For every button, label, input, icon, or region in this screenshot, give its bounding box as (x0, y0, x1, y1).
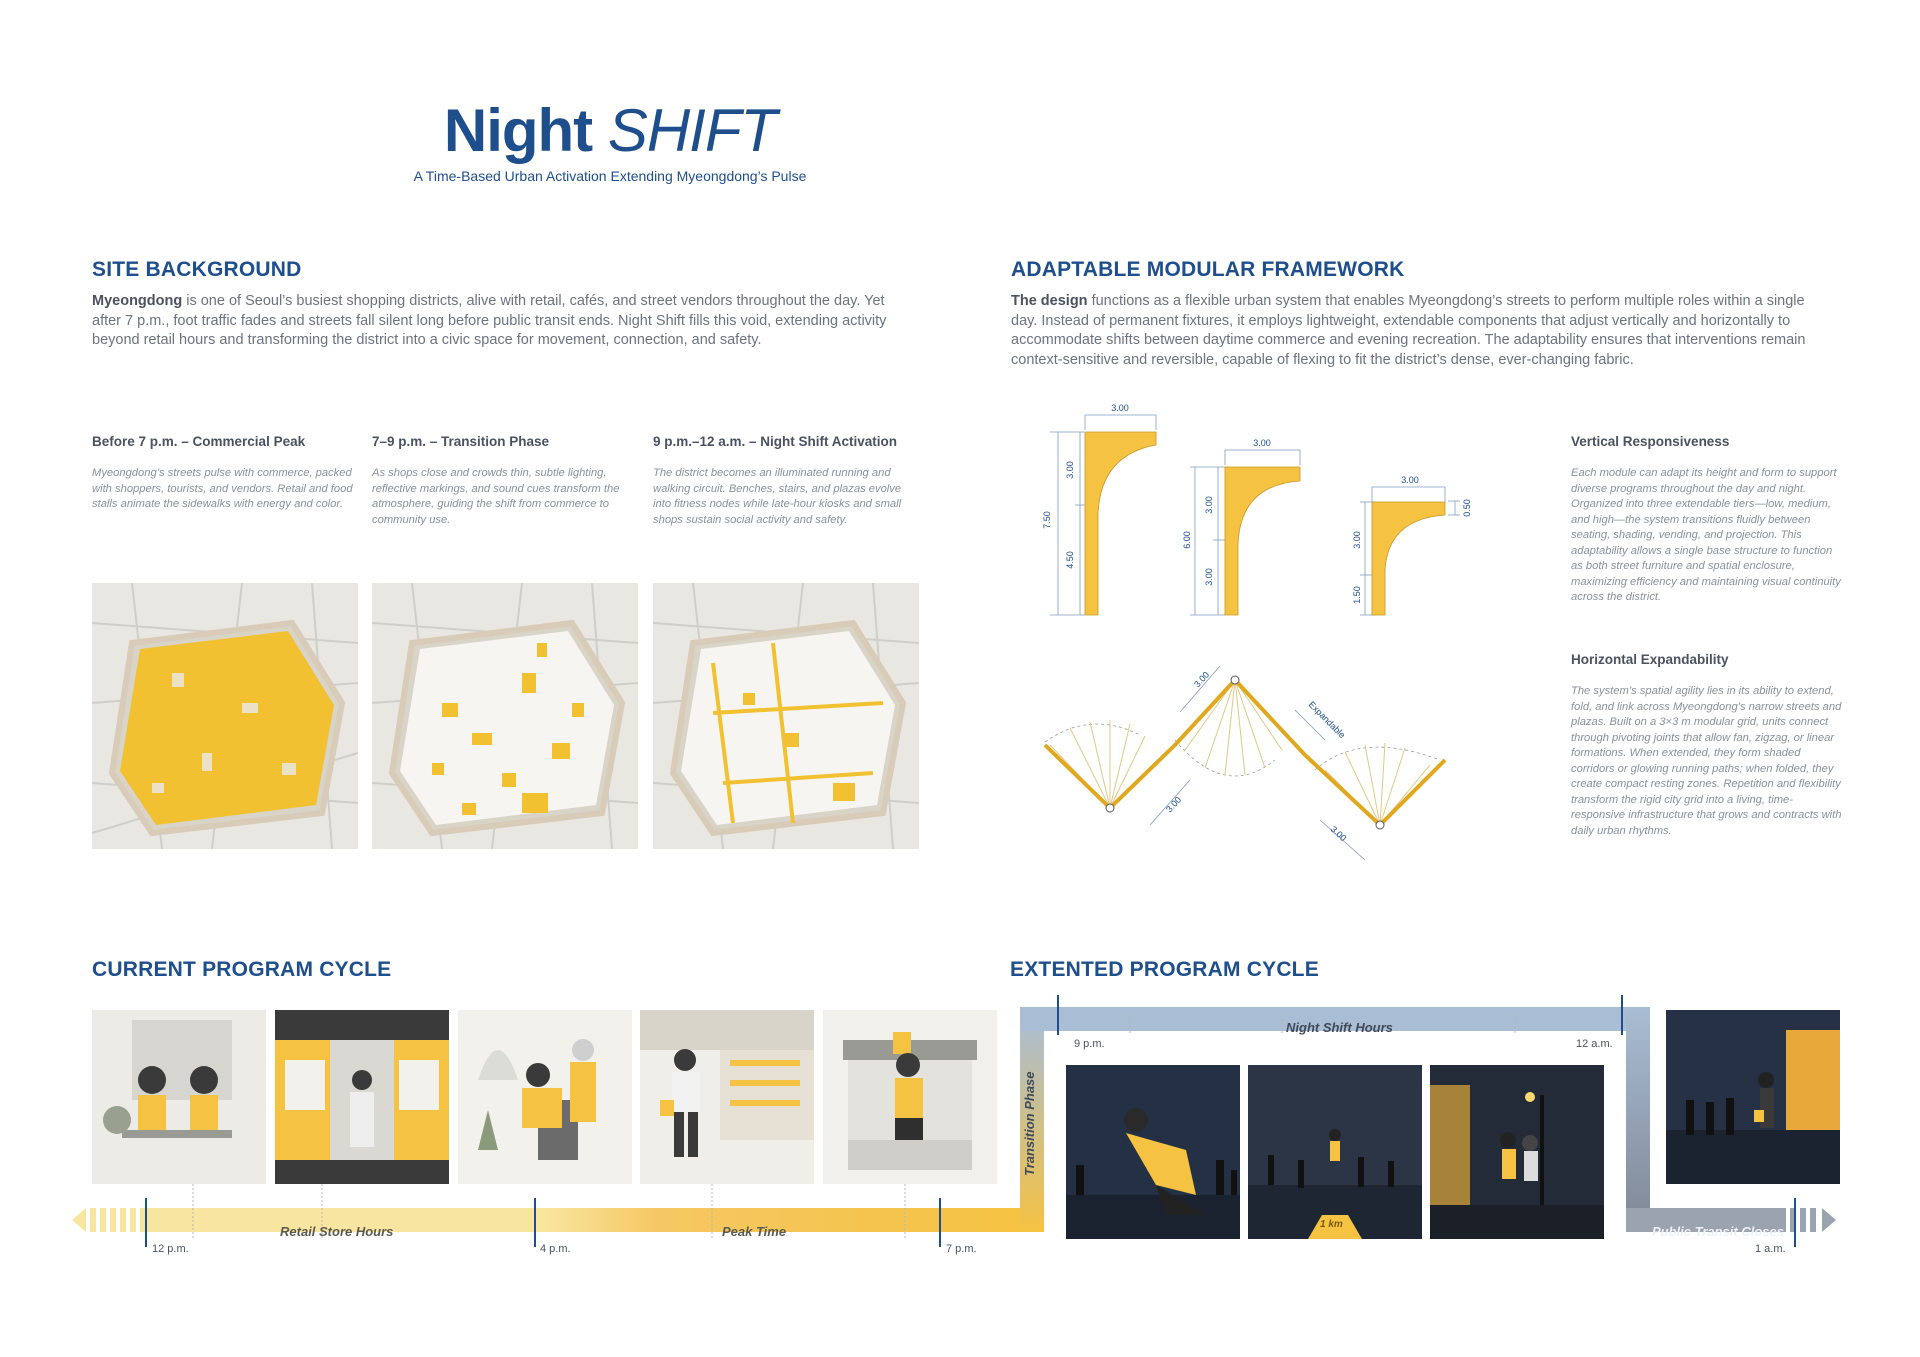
illustration-salon (458, 1010, 632, 1184)
site-background-text (92, 292, 912, 351)
dim-1-top: 3.00 (1111, 403, 1129, 413)
phase-3 (653, 434, 915, 528)
dim-3-lower: 1.50 (1352, 586, 1362, 604)
illustration-bus-stop (1666, 1010, 1840, 1184)
label-night-shift-hours: Night Shift Hours (1286, 1020, 1393, 1035)
fan-dim-b: 3.00 (1164, 794, 1184, 815)
phase-1 (92, 434, 362, 513)
page-subtitle: A Time-Based Urban Activation Extending Myeongdong’s Pulse (413, 168, 807, 184)
dim-1-lower: 4.50 (1065, 551, 1075, 569)
site-background-body: is one of Seoul’s busiest shopping districts, alive with retail, cafés, and street vendors throughout the day. Yet after 7 p.m., foot traffic fades and streets fall silent long before public transit ends. Night Shift fills this void, extending activity beyond retail hours and transforming the district into a civic space for movement, connection, and safety. (92, 293, 887, 348)
label-transition-phase: Transition Phase (1022, 1071, 1037, 1176)
illustration-night-run (1248, 1065, 1422, 1239)
extended-cycle-heading: EXTENTED PROGRAM CYCLE (1010, 958, 1319, 981)
vertical-text: Each module can adapt its height and form to support diverse programs throughout the day and night. Organized into three extendable tiers—low, medium, and high—the system transitions fluidly between seating, shading, vending, and projection. This adaptability allows a single base structure to function as both street furniture and spatial enclosure, maximizing efficiency and maintaining visual continuity across the district. (1571, 467, 1841, 603)
framework-body: functions as a flexible urban system that enables Myeongdong’s streets to perform multiple roles within a single day. Instead of permanent fixtures, it employs lightweight, extendable components that adjust vertically and horizontally to accommodate shifts between daytime commerce and evening recreation. The adaptability ensures that interventions remain context-sensitive and reversible, capable of flexing to fit the district’s dense, ever-changing fabric. (1011, 293, 1806, 368)
illustration-cafe (92, 1010, 266, 1184)
tick-12am: 12 a.m. (1576, 1038, 1613, 1050)
tick-4pm: 4 p.m. (540, 1243, 571, 1255)
tick-12pm: 12 p.m. (152, 1243, 189, 1255)
fan-dim-c: 3.00 (1328, 824, 1349, 844)
framework-text (1011, 292, 1821, 370)
fan-expandable-label: Expandable (1306, 699, 1348, 741)
dim-3-upper: 3.00 (1352, 531, 1362, 549)
dim-2-top: 3.00 (1253, 438, 1271, 448)
label-peak-time: Peak Time (722, 1224, 787, 1239)
illustration-shopping (640, 1010, 814, 1184)
map-transition-phase (372, 583, 638, 849)
phase-1-title: Before 7 p.m. – Commercial Peak (92, 434, 306, 449)
horizontal-title: Horizontal Expandability (1571, 652, 1729, 667)
one-km-marking: 1 km (1320, 1219, 1343, 1230)
horizontal-expansion-diagram (1030, 650, 1480, 865)
phase-2 (372, 434, 642, 528)
framework-lead: The design (1011, 293, 1088, 309)
phase-3-text: The district becomes an illuminated running and walking circuit. Benches, stairs, and plazas evolve into fitness nodes while late-hour kiosks and small shops sustain social activity and safety. (653, 467, 902, 526)
site-background-heading: SITE BACKGROUND (92, 258, 302, 281)
horizontal-text: The system’s spatial agility lies in its ability to extend, fold, and link across Myeongdong’s narrow streets and plazas. Built on a 3×3 m modular grid, units connect through pivoting joints that allow fan, zigzag, or linear formations. When extended, they form shaded corridors or glowing running paths; when folded, they create compact resting zones. Repetition and flexibility transform the rigid city grid into a living, time-responsive infrastructure that grows and contracts with daily urban rhythms. (1571, 685, 1842, 837)
dim-1-total: 7.50 (1042, 511, 1052, 529)
dim-2-upper: 3.00 (1204, 496, 1214, 514)
tick-1am: 1 a.m. (1755, 1243, 1786, 1255)
dim-3-right: 0.50 (1462, 499, 1472, 517)
vertical-title: Vertical Responsiveness (1571, 434, 1730, 449)
fan-dim-a: 3.00 (1192, 669, 1212, 690)
framework-heading: ADAPTABLE MODULAR FRAMEWORK (1011, 258, 1405, 281)
illustration-street-lamp (1430, 1065, 1604, 1239)
phase-2-text: As shops close and crowds thin, subtle lighting, reflective markings, and sound cues transform the atmosphere, guiding the shift from commerce to community use. (372, 467, 620, 526)
illustration-street-vendor (823, 1010, 997, 1184)
title-italic: SHIFT (607, 97, 777, 164)
title-bold: Night (443, 97, 593, 164)
dim-2-total: 6.00 (1182, 531, 1192, 549)
page-title (300, 96, 920, 166)
site-background-lead: Myeongdong (92, 293, 183, 309)
phase-2-title: 7–9 p.m. – Transition Phase (372, 434, 550, 449)
title-block (300, 96, 920, 184)
dim-3-top: 3.00 (1401, 475, 1419, 485)
current-cycle-heading: CURRENT PROGRAM CYCLE (92, 958, 392, 981)
dim-1-upper: 3.00 (1065, 461, 1075, 479)
label-retail-hours: Retail Store Hours (280, 1224, 394, 1239)
tick-7pm: 7 p.m. (946, 1243, 977, 1255)
tick-9pm: 9 p.m. (1074, 1038, 1105, 1050)
illustration-runner-stretch (1066, 1065, 1240, 1239)
horizontal-expandability (1571, 652, 1846, 839)
phase-3-title: 9 p.m.–12 a.m. – Night Shift Activation (653, 434, 898, 449)
dim-2-lower: 3.00 (1204, 568, 1214, 586)
illustration-subway (275, 1010, 449, 1184)
vertical-modules-diagram (1030, 395, 1490, 625)
map-night-shift-activation (653, 583, 919, 849)
label-public-transit: Public Transit Closes (1652, 1224, 1784, 1239)
vertical-responsiveness (1571, 434, 1846, 606)
phase-1-text: Myeongdong’s streets pulse with commerce, packed with shoppers, tourists, and vendors. Retail and food stalls animate the sidewalks with energy and color. (92, 467, 353, 510)
map-commercial-peak (92, 583, 358, 849)
